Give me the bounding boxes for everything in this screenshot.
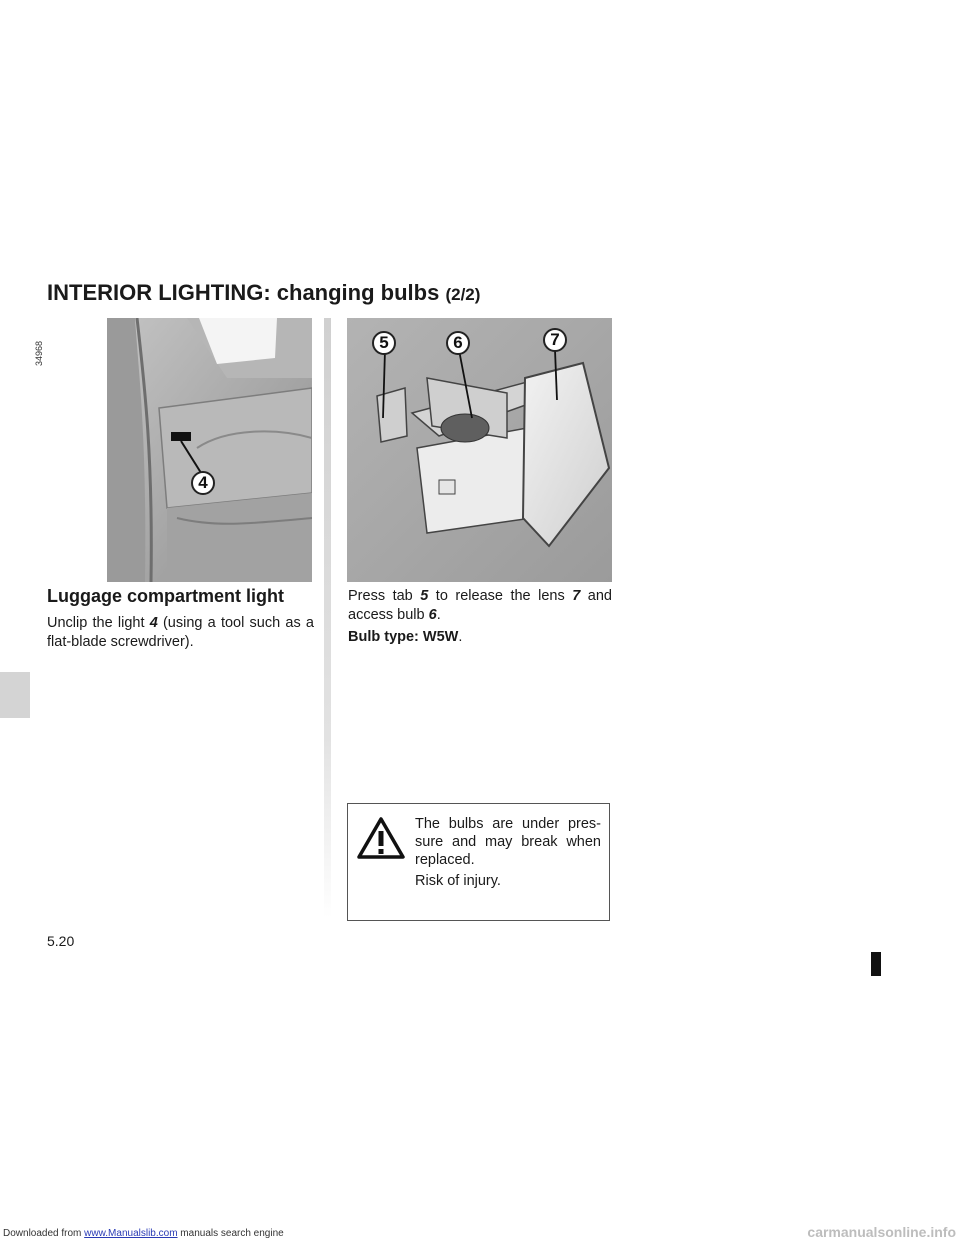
bulb-type-end: . [458,629,463,645]
luggage-text-2: (using a tool such as a flat-blade screwdriver). [47,615,314,650]
lens-text-2: to release the lens [428,588,573,604]
lens-text-1: Press tab [348,588,421,604]
manualslib-link[interactable]: www.Manualslib.com [84,1228,178,1239]
page-number: 5.20 [47,933,75,949]
download-footer [3,1228,284,1239]
luggage-text-1: Unclip the light [47,615,150,631]
callout-6: 6 [446,331,470,355]
callout-7: 7 [543,328,567,352]
left-figure-ref-code: 34968 [34,340,44,366]
luggage-light-illustration [107,318,312,582]
warning-triangle-icon [357,816,405,860]
footer-suffix: manuals search engine [177,1228,284,1239]
lens-ref-5: 5 [420,588,429,604]
footer-prefix: Downloaded from [3,1228,85,1239]
warning-risk: Risk of injury. [415,873,501,889]
watermark-text: carmanualsonline.info [807,1224,956,1240]
column-divider [324,318,331,918]
chapter-tab [0,672,30,718]
callout-4: 4 [191,471,215,495]
warning-box [347,803,610,921]
title-main: INTERIOR LIGHTING: changing bulbs [47,280,440,305]
lens-text-4: . [436,607,441,623]
luggage-ref-4: 4 [149,615,158,631]
title-suffix: (2/2) [445,285,481,304]
lens-instructions [348,587,612,625]
lens-ref-7: 7 [572,588,581,604]
callout-5: 5 [372,331,396,355]
bulb-type-label: Bulb type: W5W [348,629,459,645]
warning-text: The bulbs are under pres-sure and may break when replaced. [415,816,601,868]
luggage-instructions [47,614,314,652]
page-title [47,280,480,306]
end-of-section-mark [871,952,881,976]
bulb-type [348,628,612,647]
section-heading: Luggage compartment light [47,586,285,606]
luggage-light-drawing [107,318,312,582]
lens-ref-6: 6 [428,607,437,623]
lamp-unit-illustration [347,318,612,582]
lamp-unit-drawing [347,318,612,582]
lens-text-3: and access bulb [348,588,612,623]
